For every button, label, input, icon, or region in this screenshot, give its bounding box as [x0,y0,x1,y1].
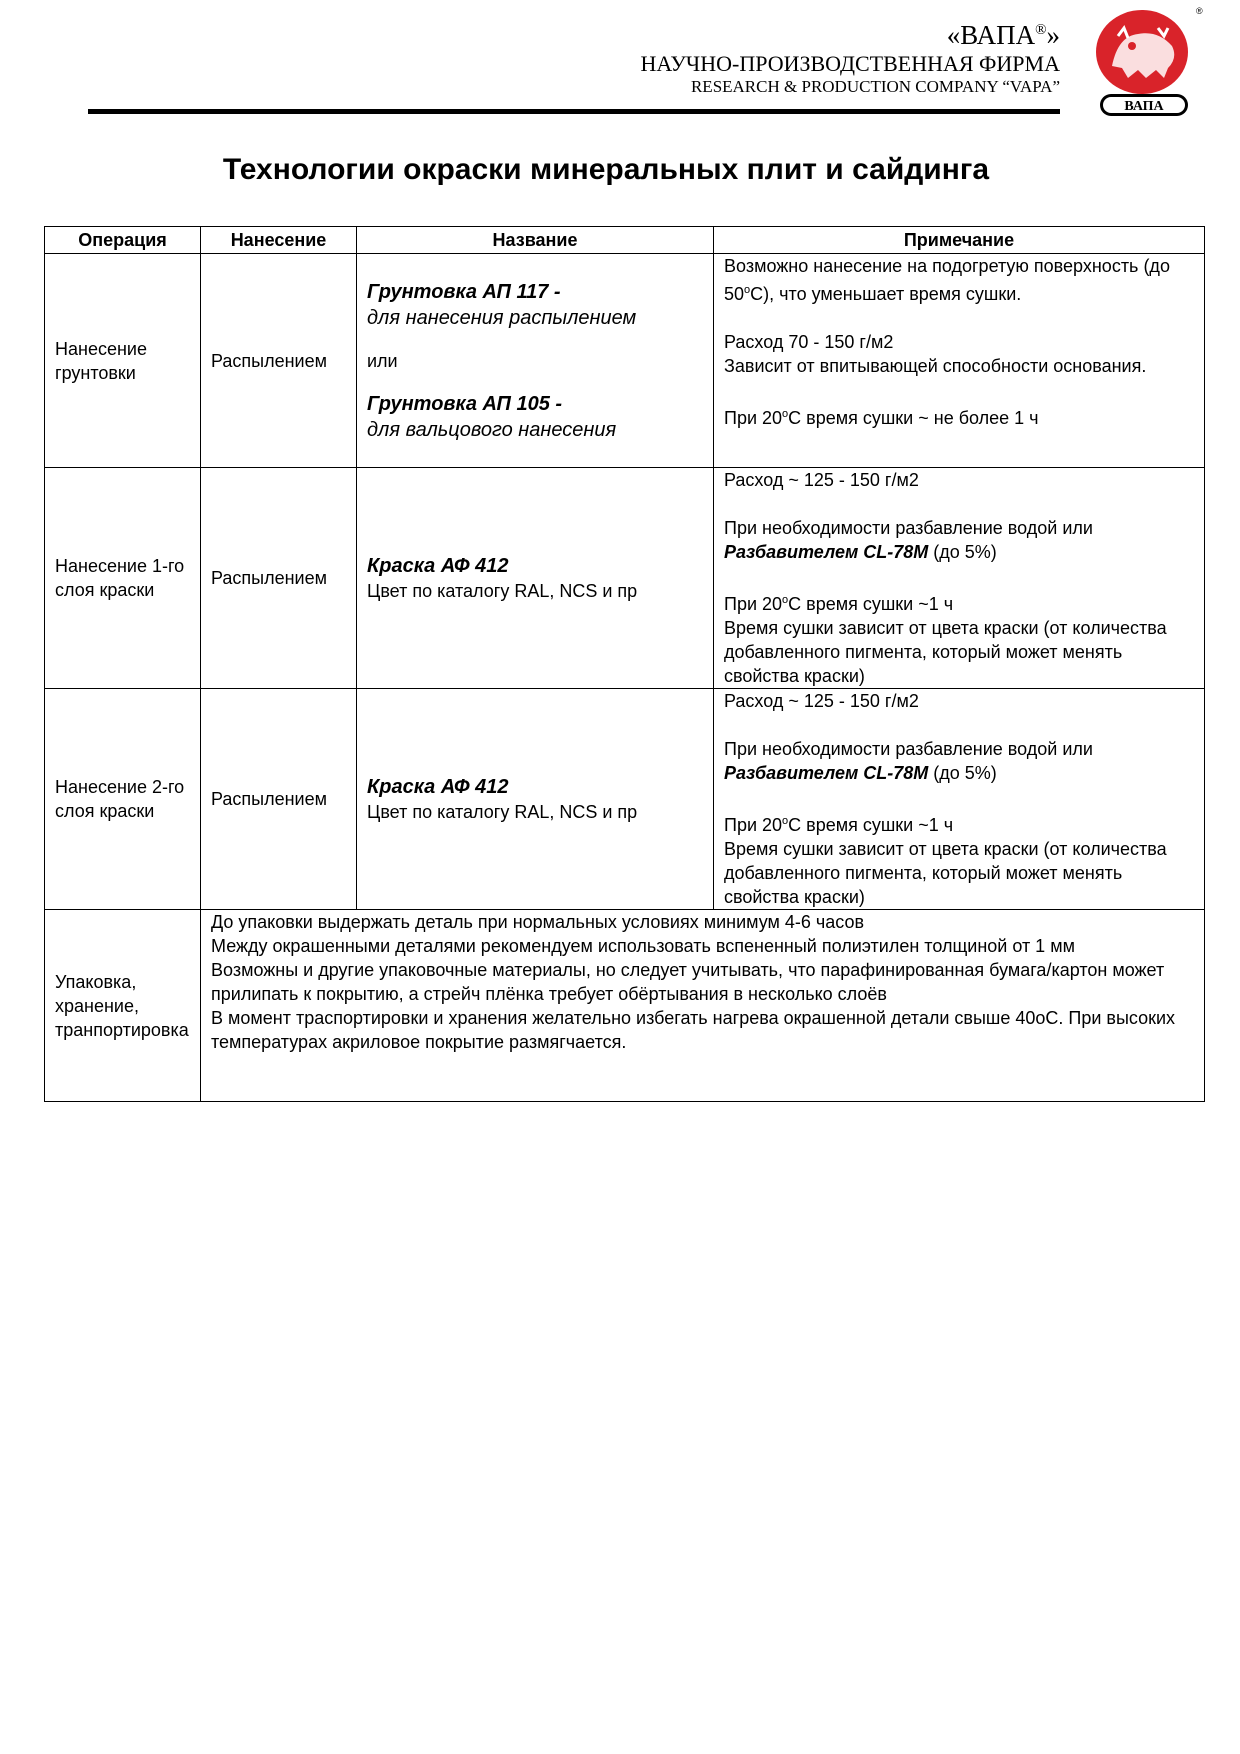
or-label: или [367,350,398,371]
product-description: Цвет по каталогу RAL, NCS и пр [367,802,638,822]
spacer [724,306,1194,330]
note-line: Расход 70 - 150 г/м2 [724,332,894,352]
note-line: При необходимости разбавление водой или Разбавителем CL-78M (до 5%) [724,739,1093,783]
operation-cell: Упаковка, хранение, транпортировка [45,910,201,1102]
table-header-row [45,227,1205,254]
application-cell: Распылением [201,254,357,468]
technology-table [44,226,1205,1102]
note-line: При $20^оС$ время сушки ~1 ч [724,815,954,835]
product-name: Грунтовка АП 117 - [367,280,561,303]
svg-text:®: ® [1196,6,1203,16]
product-name: Краска АФ 412 [367,555,509,577]
table-row [45,468,1205,689]
svg-text:ВАПА: ВАПА [1124,99,1164,114]
vapa-logo [1088,6,1203,118]
operation-cell: Нанесение грунтовки [45,254,201,468]
note-line: При $20^оС$ время сушки ~1 ч [724,594,954,614]
note-line: При необходимости разбавление водой или Разбавителем CL-78M (до 5%) [724,518,1093,562]
product-description: Цвет по каталогу RAL, NCS и пр [367,581,638,601]
note-cell [714,468,1205,689]
name-cell [357,254,714,468]
note-line: Время сушки зависит от цвета краски (от количества добавленного пигмента, который может менять свойства краски) [724,839,1167,907]
col-header-operation: Операция [45,227,201,254]
note-line: Между окрашенными деталями рекомендуем использовать вспененный полиэтилен толщиной от 1 мм [211,936,1075,956]
company-name-ru: НАУЧНО-ПРОИЗВОДСТВЕННАЯ ФИРМА [640,51,1060,76]
operation-cell: Нанесение 2-го слоя краски [45,689,201,910]
spacer [724,785,1194,809]
note-line: При $20^оС$ время сушки ~ не более 1 ч [724,408,1039,428]
note-line: Возможны и другие упаковочные материалы, но следует учитывать, что парафинированная бумага/картон может прилипать к покрытию, а стрейч плёнка требует обёртывания в несколько слоёв [211,960,1165,1004]
operation-cell: Нанесение 1-го слоя краски [45,468,201,689]
note-line: В момент траспортировки и хранения желательно избегать нагрева окрашенной детали свыше 40оС. При высоких температурах акриловое покрытие размягчается. [211,1008,1176,1052]
col-header-application: Нанесение [201,227,357,254]
application-cell: Распылением [201,468,357,689]
company-name-en: RESEARCH & PRODUCTION COMPANY “VAPA” [690,77,1060,96]
product-name: Краска АФ 412 [367,776,509,798]
header-rule [88,109,1060,114]
table-row [45,689,1205,910]
company-header [641,14,1061,97]
note-line: Зависит от впитывающей способности основания. [724,356,1147,376]
table-row [45,910,1205,1102]
note-line: Время сушки зависит от цвета краски (от количества добавленного пигмента, который может менять свойства краски) [724,618,1167,686]
spacer [724,378,1194,402]
col-header-name: Название [357,227,714,254]
spacer [724,492,1194,516]
spacer [724,713,1194,737]
note-line: Расход ~ 125 - 150 г/м2 [724,691,919,711]
product-description: для нанесения распылением [367,306,637,329]
brand-name: «ВАПА®» [946,20,1060,50]
name-cell [357,689,714,910]
spacer [724,564,1194,588]
packaging-note-cell [201,910,1205,1102]
name-cell [357,468,714,689]
note-line: До упаковки выдержать деталь при нормальных условиях минимум 4-6 часов [211,912,865,932]
col-header-note: Примечание [714,227,1205,254]
note-line: Возможно нанесение на подогретую поверхность (до $50^оС$), что уменьшает время сушки. [724,256,1170,304]
product-description: для вальцового нанесения [367,418,617,441]
product-name: Грунтовка АП 105 - [367,392,563,415]
note-cell [714,254,1205,468]
application-cell: Распылением [201,689,357,910]
table-row [45,254,1205,468]
page-title: Технологии окраски минеральных плит и сайдинга [222,153,990,186]
note-line: Расход ~ 125 - 150 г/м2 [724,470,919,490]
note-cell [714,689,1205,910]
